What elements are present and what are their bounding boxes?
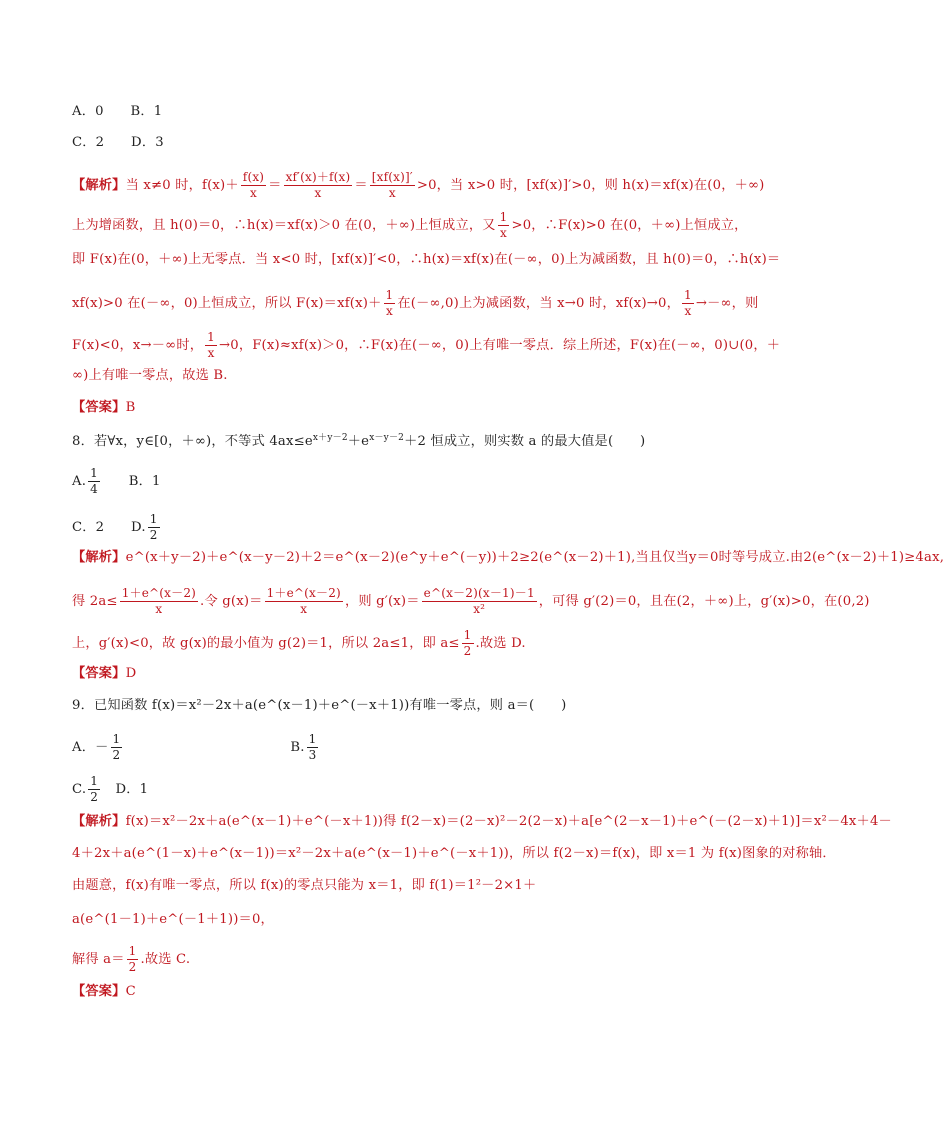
q9-analysis-line-4: a(e^(1－1)＋e^(－1＋1))＝0，	[72, 912, 274, 927]
fraction: $\frac{1}{x}$	[684, 288, 692, 318]
fraction: $\frac{1}{3}$	[308, 732, 317, 762]
q9-analysis-line-3: 由题意，f(x)有唯一零点，所以 f(x)的零点只能为 x＝1，即 f(1)＝1²－2×1＋	[72, 878, 537, 893]
q7-analysis-line-1: 【解析】当 x≠0 时，f(x)＋ $\frac{f(x)}{x}$ ＝ $\frac{xf'(x)+f(x)}{x}$ ＝ $\frac{[xf(x)]'}{x}$ >0，当 x>0 时，[xf(x)]′>0，则 h(x)＝xf(x)在(0，＋∞)	[72, 170, 765, 200]
fraction: $\frac{e\^{}(x-2)(x-1)-1}{\text{x²}}$	[423, 586, 535, 616]
q9-analysis-line-1: 【解析】f(x)＝x²－2x＋a(e^(x－1)＋e^(－x＋1))得 f(2－x)＝(2－x)²－2(2－x)＋a[e^(2－x－1)＋e^(－(2－x)＋1)]＝x²－4x＋4－	[72, 814, 892, 829]
q8-analysis-line-2: 得 2a≤ $\frac{1+e\^{}(x-2)}{x}$ .令 g(x)＝ $\frac{1+e\^{}(x-2)}{x}$ ，则 g′(x)＝ $\frac{e\^{}(x-2)(x-1)-1}{\text{x²}}$ ，可得 g′(2)＝0，且在(2，＋∞)上，g′(x)>0，在(0,2)	[72, 586, 870, 616]
q7-analysis-line-4: xf(x)>0 在(－∞，0)上恒成立，所以 F(x)＝xf(x)＋ $\frac{1}{x}$ 在(－∞,0)上为减函数，当 x→0 时，xf(x)→0， $\frac{1}{x}$ →－∞，则	[72, 288, 759, 318]
fraction: $\frac{1}{x}$	[499, 210, 508, 240]
q9-options-ab: A．－ $\frac{1}{2}$ B. $\frac{1}{3}$	[72, 732, 317, 762]
q8-analysis-line-3: 上，g′(x)<0，故 g(x)的最小值为 g(2)＝1，所以 2a≤1，即 a≤ $\frac{1}{2}$ .故选 D.	[72, 628, 526, 658]
q8-options-ab: A. $\frac{1}{4}$ B．1	[72, 466, 161, 496]
fraction: $\frac{1}{x}$	[207, 330, 215, 360]
q7-answer: 【答案】B	[72, 400, 136, 415]
q9-answer: 【答案】C	[72, 984, 136, 999]
q7-analysis-line-2: 上为增函数，且 h(0)＝0，∴h(x)＝xf(x)＞0 在(0，＋∞)上恒成立，又 $\frac{1}{x}$ >0，∴F(x)>0 在(0，＋∞)上恒成立，	[72, 210, 748, 240]
fraction: $\frac{1}{2}$	[149, 512, 158, 542]
fraction: $\frac{1}{2}$	[463, 628, 472, 658]
fraction: $\frac{1}{2}$	[128, 944, 137, 974]
q9-analysis-line-5: 解得 a＝ $\frac{1}{2}$ .故选 C.	[72, 944, 191, 974]
q9-options-cd: C. $\frac{1}{2}$ D．1	[72, 774, 149, 804]
q7-options-cd: C．2 D．3	[72, 135, 164, 150]
q8-options-cd: C．2 D. $\frac{1}{2}$	[72, 512, 158, 542]
q8-stem: 8．若∀x，y∈[0，＋∞)，不等式 $4ax\le e^{x+y-2}+e^{x-y-2}+2$ 恒成立，则实数 a 的最大值是( )	[72, 433, 646, 449]
q7-analysis-line-6: ∞)上有唯一零点，故选 B.	[72, 368, 228, 383]
q7-analysis-line-3: 即 F(x)在(0，＋∞)上无零点．当 x<0 时，[xf(x)]′<0，∴h(x)＝xf(x)在(－∞，0)上为减函数，且 h(0)＝0，∴h(x)＝	[72, 252, 781, 267]
q9-analysis-line-2: 4＋2x＋a(e^(1－x)＋e^(x－1))＝x²－2x＋a(e^(x－1)＋e^(－x＋1))，所以 f(2－x)＝f(x)，即 x＝1 为 f(x)图象的对称轴．	[72, 846, 836, 861]
fraction: $\frac{1}{2}$	[90, 774, 99, 804]
fraction: $\frac{1+e\^{}(x-2)}{x}$	[266, 586, 341, 616]
q7-options-ab: A．0 B．1	[72, 104, 163, 119]
fraction: $\frac{xf'(x)+f(x)}{x}$	[285, 170, 351, 200]
fraction: $\frac{1}{x}$	[385, 288, 394, 318]
fraction: $\frac{1}{2}$	[112, 732, 121, 762]
q9-stem: 9．已知函数 f(x)＝x²－2x＋a(e^(x－1)＋e^(－x＋1))有唯一零点，则 a＝( )	[72, 698, 567, 713]
q7-analysis-line-5: F(x)<0，x→－∞时， $\frac{1}{x}$ →0，F(x)≈xf(x)＞0，∴F(x)在(－∞，0)上有唯一零点．综上所述，F(x)在(－∞，0)∪(0，＋	[72, 330, 781, 360]
fraction: $\frac{1+e\^{}(x-2)}{x}$	[121, 586, 197, 616]
fraction: $\frac{[xf(x)]'}{x}$	[371, 170, 413, 200]
fraction: $\frac{1}{4}$	[90, 466, 98, 496]
analysis-tag: 【解析】	[72, 178, 126, 193]
q8-answer: 【答案】D	[72, 666, 137, 681]
q8-analysis-line-1: 【解析】e^(x＋y－2)＋e^(x－y－2)＋2＝e^(x－2)(e^y＋e^(－y))＋2≥2(e^(x－2)＋1),当且仅当y＝0时等号成立.由2(e^(x－2)＋1)≥4ax,	[72, 550, 944, 565]
fraction: $\frac{f(x)}{x}$	[242, 170, 265, 200]
